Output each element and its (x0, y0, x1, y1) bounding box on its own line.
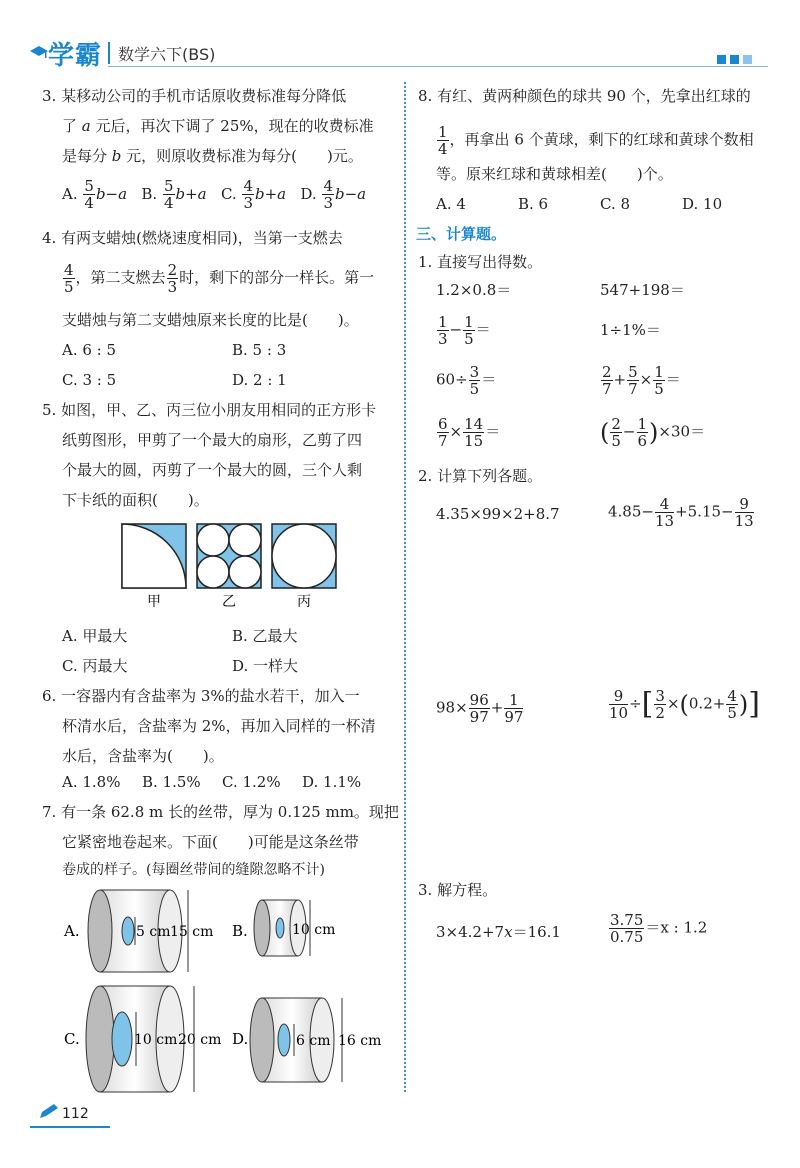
book-subtitle: 数学六下(BS) (118, 44, 216, 64)
q6-option-b: B. 1.5% (142, 773, 201, 791)
calc-10: 4.85− $\frac{4}{13}$ +5.15− $\frac{9}{13}$ (608, 495, 754, 530)
q3-options (62, 178, 366, 211)
q6-line-2: 杯清水后，含盐率为 2%，再加入同样的一杯清 (62, 717, 376, 735)
q6-line-3: 水后，含盐率为( )。 (62, 747, 224, 765)
roll-c (86, 986, 221, 1092)
header-rule (108, 66, 768, 67)
calc-6: $\frac{2}{7}$ + $\frac{5}{7}$ × $\frac{1}{5}$ ＝ (602, 363, 681, 398)
calc-12: $\frac{9}{10}$ ÷[ $\frac{3}{2}$ ×(0.2+ $\frac{4}{5}$ )] (609, 686, 760, 722)
q5-figure (120, 522, 340, 612)
q7-line-2: 它紧密地卷起来。下面( )可能是这条丝带 (62, 833, 359, 851)
q4-line-2: $\frac{4}{5}$ ，第二支燃去 $\frac{2}{3}$ 时，剩下的部分一样长。第一 (64, 261, 375, 296)
q4-option-c: C. 3 : 5 (62, 371, 117, 389)
section-title: 三、计算题。 (416, 225, 507, 243)
q3-option-b: B. $\frac{5}{4}$ b+a (141, 177, 207, 212)
roll-b-outer: 10 cm (292, 922, 336, 938)
roll-d (250, 998, 381, 1082)
calc-5: 60÷ $\frac{3}{5}$ ＝ (436, 363, 497, 398)
q3-line-3: 是每分 b 元，则原收费标准为每分( )元。 (62, 147, 363, 165)
q3-option-a: A. $\frac{5}{4}$ b−a (62, 177, 128, 212)
caption-bing: 丙 (297, 594, 311, 610)
roll-b-label: B. (232, 922, 248, 940)
graduation-cap-icon (30, 45, 48, 61)
q3-option-d: D. $\frac{4}{3}$ b−a (300, 177, 367, 212)
q3-line-2: 了 a 元后，再次下调了 25%，现在的收费标准 (62, 117, 374, 135)
roll-a-label: A. (64, 922, 80, 940)
q5-line-1: 5. 如图，甲、乙、丙三位小朋友用相同的正方形卡 (42, 401, 377, 419)
q4-line-1: 4. 有两支蜡烛(燃烧速度相同)，当第一支燃去 (42, 229, 343, 247)
roll-b (254, 900, 335, 956)
roll-d-inner: 6 cm (296, 1033, 331, 1049)
q4-option-d: D. 2 : 1 (232, 371, 287, 389)
q4-line-3: 支蜡烛与第二支蜡烛原来长度的比是( )。 (62, 311, 359, 329)
caption-jia: 甲 (147, 594, 161, 610)
q8-option-a: A. 4 (436, 195, 466, 213)
calc-3: $\frac{1}{3}$ − $\frac{1}{5}$ ＝ (438, 313, 491, 348)
q8-line-2: $\frac{1}{4}$ ，再拿出 6 个黄球，剩下的红球和黄球个数相 (438, 123, 754, 158)
calc-9: 4.35×99×2+8.7 (436, 505, 560, 523)
part2-title: 2. 计算下列各题。 (418, 467, 543, 485)
roll-a (88, 890, 213, 972)
column-divider (404, 82, 406, 1092)
roll-d-label: D. (232, 1030, 249, 1048)
roll-d-outer: 16 cm (338, 1033, 382, 1049)
roll-c-outer: 20 cm (178, 1032, 222, 1048)
calc-4: 1÷1%＝ (600, 321, 661, 339)
part3-title: 3. 解方程。 (418, 881, 498, 899)
q4-option-b: B. 5 : 3 (232, 341, 287, 359)
q3-option-c: C. $\frac{4}{3}$ b+a (220, 177, 287, 212)
calc-2: 547+198＝ (600, 281, 685, 299)
q6-option-a: A. 1.8% (62, 773, 121, 791)
q5-option-a: A. 甲最大 (62, 627, 128, 645)
q8-line-1: 8. 有红、黄两种颜色的球共 90 个，先拿出红球的 (418, 87, 751, 105)
q3-line-1: 3. 某移动公司的手机市话原收费标准每分降低 (42, 87, 347, 105)
q5-line-3: 个最大的圆，丙剪了一个最大的圆，三个人剩 (62, 461, 363, 479)
calc-8: ( $\frac{2}{5}$ − $\frac{1}{6}$ )×30＝ (600, 415, 706, 450)
q7-line-3: 卷成的样子。(每圈丝带间的缝隙忽略不计) (62, 862, 325, 878)
q8-option-d: D. 10 (682, 195, 723, 213)
equation-1: 3×4.2+7x＝16.1 (436, 923, 561, 941)
q8-option-b: B. 6 (518, 195, 549, 213)
part1-title: 1. 直接写出得数。 (418, 253, 543, 271)
q5-option-b: B. 乙最大 (232, 627, 298, 645)
roll-a-outer: 15 cm (170, 924, 214, 940)
equation-2: $\frac{3.75}{0.75}$ ＝x : 1.2 (610, 911, 708, 946)
footer-rule (30, 1126, 110, 1128)
caption-yi: 乙 (222, 594, 236, 610)
q6-line-1: 6. 一容器内有含盐率为 3%的盐水若干，加入一 (42, 687, 360, 705)
roll-a-inner: 5 cm (136, 924, 171, 940)
roll-c-label: C. (64, 1030, 80, 1048)
q5-line-2: 纸剪图形，甲剪了一个最大的扇形，乙剪了四 (62, 431, 363, 449)
header-square (743, 55, 752, 64)
logo-text: 学霸 (48, 40, 103, 71)
q5-option-d: D. 一样大 (232, 657, 299, 675)
calc-7: $\frac{6}{7}$ × $\frac{14}{15}$ ＝ (438, 415, 501, 450)
q7-figure (60, 886, 400, 1096)
header-square (730, 55, 739, 64)
q8-line-3: 等。原来红球和黄球相差( )个。 (436, 165, 673, 183)
pencil-icon (38, 1104, 60, 1120)
q6-option-d: D. 1.1% (302, 773, 362, 791)
q5-line-4: 下卡纸的面积( )。 (62, 491, 209, 509)
q6-option-c: C. 1.2% (222, 773, 281, 791)
brand-logo (30, 36, 215, 70)
q7-line-1: 7. 有一条 62.8 m 长的丝带，厚为 0.125 mm。现把 (42, 803, 399, 821)
page-number: 112 (62, 1106, 89, 1122)
q8-option-c: C. 8 (600, 195, 631, 213)
calc-1: 1.2×0.8＝ (436, 281, 512, 299)
header-square (717, 55, 726, 64)
calc-11: 98× $\frac{96}{97}$ + $\frac{1}{97}$ (436, 691, 524, 726)
roll-c-inner: 10 cm (134, 1032, 178, 1048)
q5-option-c: C. 丙最大 (62, 657, 128, 675)
q4-option-a: A. 6 : 5 (62, 341, 117, 359)
